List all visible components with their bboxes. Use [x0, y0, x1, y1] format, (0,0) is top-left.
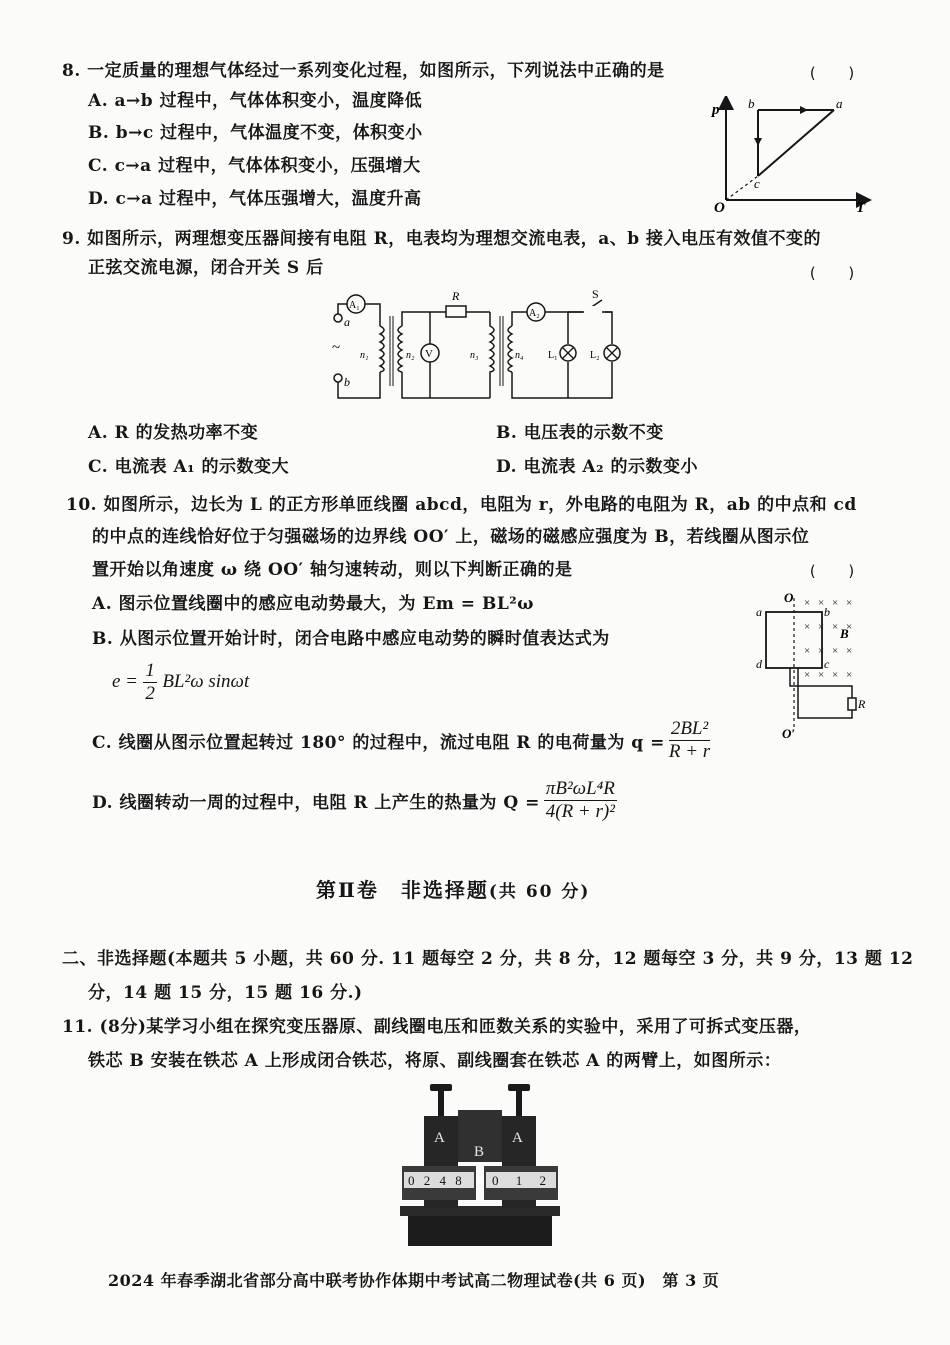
ac-symbol: ~ [332, 340, 341, 356]
coil-n3-label: n₃ [470, 350, 479, 361]
svg-text:×: × [846, 621, 853, 633]
svg-text:×: × [804, 669, 811, 681]
q10-option-d-text: D. 线圈转动一周的过程中，电阻 R 上产生的热量为 Q = [92, 793, 540, 813]
q10-answer-paren: ( ) [808, 562, 857, 580]
voltmeter-label: V [425, 348, 433, 360]
svg-text:×: × [832, 669, 839, 681]
label-c: c [824, 657, 830, 671]
q8-stem: 8. 一定质量的理想气体经过一系列变化过程，如图所示，下列说法中正确的是 [62, 61, 665, 81]
part2-instructions-line2: 分，14 题 15 分，15 题 16 分.) [88, 983, 363, 1003]
svg-text:×: × [818, 597, 825, 609]
q11-transformer-photo [394, 1080, 566, 1248]
q9-stem-line2: 正弦交流电源，闭合开关 S 后 [88, 258, 324, 278]
q8-answer-paren: ( ) [808, 64, 857, 82]
coil-n2-label: n₂ [406, 350, 415, 361]
resistor-r [446, 306, 466, 317]
coil-n1-label: n₁ [360, 350, 369, 361]
segment-ca [758, 110, 834, 176]
lamp-l2-label: L₂ [590, 350, 600, 361]
q9-answer-paren: ( ) [808, 264, 857, 282]
origin-label: O [714, 200, 725, 214]
q10-stem-line2: 的中点的连线恰好位于匀强磁场的边界线 OO′ 上，磁场的磁感应强度为 B，若线圈从图示位 [92, 527, 810, 547]
q9-circuit-diagram [322, 286, 632, 410]
heat-fraction [544, 778, 617, 823]
q9-option-d: D. 电流表 A₂ 的示数变小 [496, 457, 698, 477]
resistor-r-label: R [452, 289, 460, 303]
label-b: B [474, 1144, 485, 1160]
terminal-b [334, 374, 342, 382]
emf-symbol: e = [112, 671, 139, 692]
q11-stem-line1: 11. (8分)某学习小组在探究变压器原、副线圈电压和匝数关系的实验中，采用了可拆式变压器， [62, 1017, 812, 1037]
ammeter-a2-label: A₂ [529, 308, 540, 319]
label-d: d [756, 657, 762, 671]
svg-text:×: × [832, 597, 839, 609]
q8-option-b: B. b→c 过程中，气体温度不变，体积变小 [88, 123, 423, 143]
coil-n4-label: n₄ [515, 350, 524, 361]
lamp-l1-label: L₁ [548, 350, 558, 361]
left-screw [438, 1088, 444, 1116]
label-o: O [784, 590, 794, 605]
svg-text:×: × [846, 597, 853, 609]
switch-s-label: S [592, 287, 599, 301]
q10-option-b-formula [112, 660, 249, 705]
svg-text:×: × [846, 669, 853, 681]
svg-text:×: × [832, 645, 839, 657]
svg-text:×: × [846, 645, 853, 657]
q10-stem-line1: 10. 如图所示，边长为 L 的正方形单匝线圈 abcd，电阻为 r，外电路的电阻为 R，ab 的中点和 cd [66, 495, 857, 515]
label-a-left: A [434, 1130, 445, 1146]
section2-title-text: 第Ⅱ卷 非选择题 [316, 878, 489, 902]
q10-option-c [92, 718, 710, 763]
q9-option-a: A. R 的发热功率不变 [88, 423, 259, 443]
label-r: R [858, 697, 866, 711]
q8-option-d: D. c→a 过程中，气体压强增大，温度升高 [88, 189, 422, 209]
ammeter-a1-label: A₁ [349, 300, 360, 311]
q8-option-a: A. a→b 过程中，气体体积变小，温度降低 [88, 91, 423, 111]
charge-num: 2BL² [670, 718, 709, 739]
q8-option-c: C. c→a 过程中，气体体积变小，压强增大 [88, 156, 421, 176]
resistor-r [848, 698, 856, 710]
section2-score: (共 60 分) [488, 882, 591, 902]
part2-instructions-line1: 二、非选择题(本题共 5 小题，共 60 分. 11 题每空 2 分，共 8 分，12 题每空 3 分，共 9 分，13 题 12 [62, 949, 914, 969]
coil-n3 [490, 312, 494, 398]
page-footer: 2024 年春季湖北省部分高中联考协作体期中考试高二物理试卷(共 6 页) 第 3 页 [108, 1271, 720, 1290]
heat-num: πB²ωL⁴R [545, 778, 615, 799]
svg-text:×: × [804, 597, 811, 609]
q10-option-d [92, 778, 617, 823]
q8-pt-graph [704, 96, 874, 214]
label-a-right: A [512, 1130, 523, 1146]
half-den: 2 [145, 683, 155, 704]
q9-option-b: B. 电压表的示数不变 [496, 423, 664, 443]
svg-text:×: × [804, 621, 811, 633]
p-label: p [712, 102, 720, 118]
q9-stem-line1: 9. 如图所示，两理想变压器间接有电阻 R，电表均为理想交流电表，a、b 接入电压有效值不变的 [62, 229, 822, 249]
label-o-prime: O′ [782, 726, 796, 741]
primary-coil-scale: 0 2 4 8 [408, 1173, 465, 1188]
secondary-coil-scale: 0 1 2 [492, 1173, 553, 1188]
arrow-bc [754, 138, 762, 146]
label-b: b [824, 605, 830, 619]
t-label: T [856, 200, 866, 214]
q10-coil-diagram [756, 588, 868, 744]
charge-fraction [669, 718, 710, 763]
q10-stem-line3: 置开始以角速度 ω 绕 OO′ 轴匀速转动，则以下判断正确的是 [92, 560, 573, 580]
point-a-label: a [836, 96, 843, 111]
point-b-label: b [748, 96, 755, 111]
svg-text:×: × [832, 621, 839, 633]
charge-den: R + r [668, 741, 711, 762]
label-b: b [344, 375, 350, 389]
svg-text:×: × [804, 645, 811, 657]
coil-n1 [380, 326, 384, 372]
q11-stem-line2: 铁芯 B 安装在铁芯 A 上形成闭合铁芯，将原、副线圈套在铁芯 A 的两臂上，如图所示： [88, 1051, 782, 1071]
q9-option-c: C. 电流表 A₁ 的示数变大 [88, 457, 290, 477]
section2-title [316, 874, 590, 903]
coil-n4 [508, 326, 512, 372]
svg-text:×: × [818, 621, 825, 633]
svg-text:×: × [818, 645, 825, 657]
label-a: a [344, 315, 350, 329]
half-fraction [143, 660, 157, 705]
point-c-label: c [754, 176, 760, 191]
q10-option-a: A. 图示位置线圈中的感应电动势最大，为 Em = BL²ω [92, 594, 534, 614]
terminal-a [334, 314, 342, 322]
q10-option-c-text: C. 线圈从图示位置起转过 180° 的过程中，流过电阻 R 的电荷量为 q = [92, 733, 665, 753]
right-screw [516, 1088, 522, 1116]
svg-text:×: × [818, 669, 825, 681]
emf-expression: BL²ω sinωt [162, 671, 250, 692]
q10-option-b: B. 从图示位置开始计时，闭合电路中感应电动势的瞬时值表达式为 [92, 629, 610, 649]
label-b-field: B [840, 626, 849, 641]
half-num: 1 [145, 660, 155, 681]
heat-den: 4(R + r)² [545, 801, 615, 822]
coil-n2 [398, 326, 402, 372]
label-a: a [756, 605, 762, 619]
arrow-ab [800, 106, 808, 114]
